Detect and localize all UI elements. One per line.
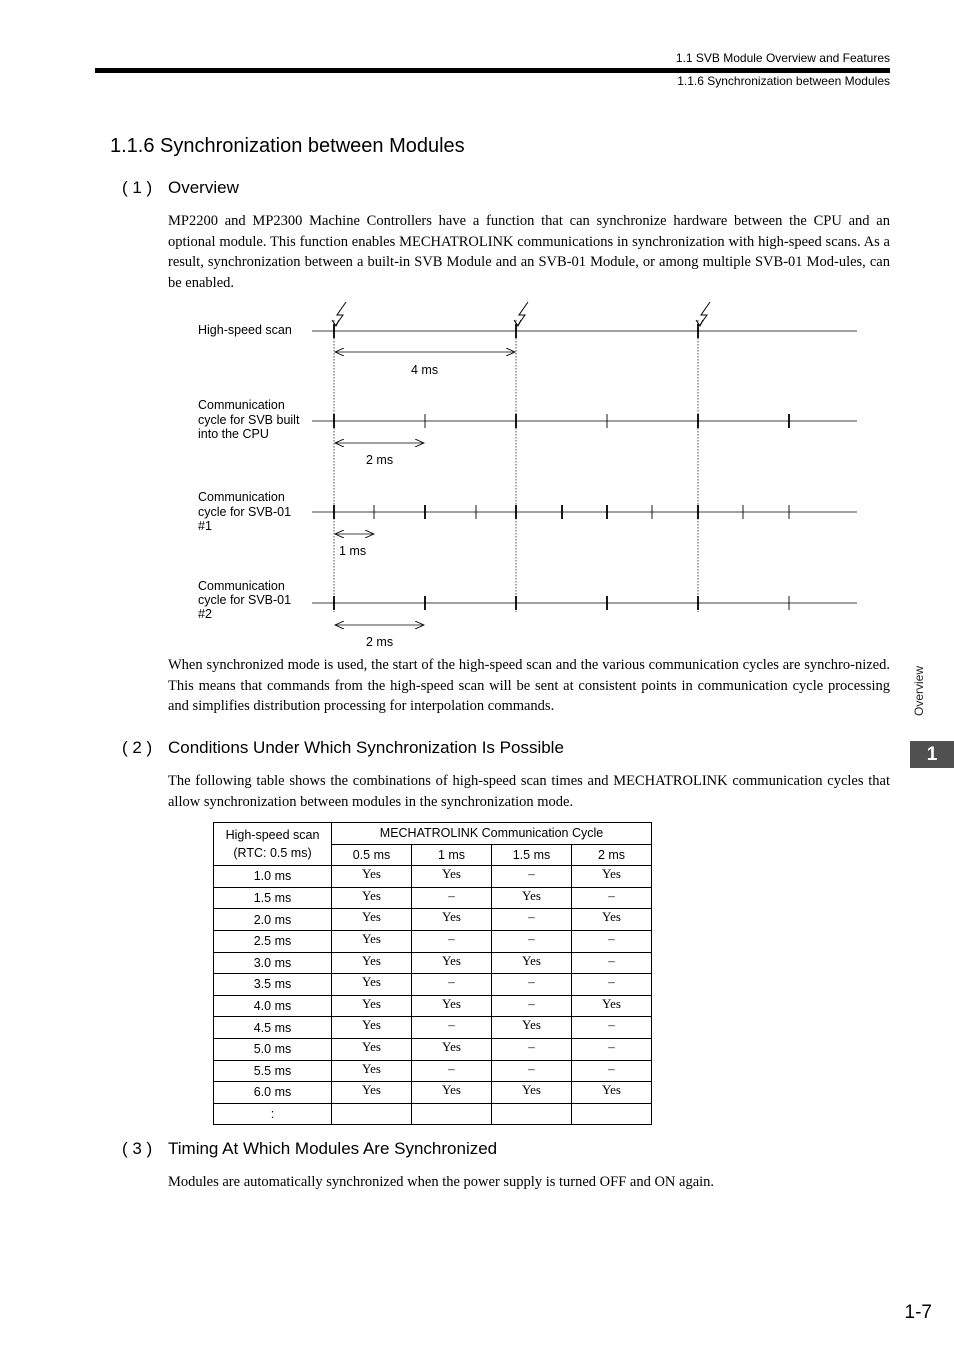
table-cell: Yes xyxy=(332,1038,412,1060)
row-header-scan-time: 4.0 ms xyxy=(214,995,332,1017)
row-label-high-speed-scan: High-speed scan xyxy=(198,323,292,337)
table-cell: – xyxy=(412,1017,492,1039)
corner-line: High-speed scan xyxy=(225,828,320,843)
table-cell xyxy=(492,1103,572,1125)
table-cell: Yes xyxy=(572,909,652,931)
table-group-header: MECHATROLINK Communication Cycle xyxy=(332,823,652,845)
row-header-scan-time: 2.0 ms xyxy=(214,909,332,931)
subsection-title: Timing At Which Modules Are Synchronized xyxy=(168,1139,498,1158)
row-header-scan-time: 6.0 ms xyxy=(214,1082,332,1104)
table-cell: – xyxy=(412,930,492,952)
row-label-svb01-2-line1: Communication xyxy=(198,579,285,593)
row-label-svb01-1-line3: #1 xyxy=(198,519,212,533)
table-row xyxy=(214,887,652,909)
table-cell: – xyxy=(492,974,572,996)
table-cell: Yes xyxy=(332,995,412,1017)
table-cell: Yes xyxy=(332,974,412,996)
table-cell: – xyxy=(412,974,492,996)
table-row xyxy=(214,1060,652,1082)
table-cell: – xyxy=(572,1017,652,1039)
table-cell: – xyxy=(492,1060,572,1082)
table-cell: Yes xyxy=(412,952,492,974)
table-row xyxy=(214,1103,652,1125)
table-cell: – xyxy=(572,1060,652,1082)
row-label-svb01-2-line3: #2 xyxy=(198,607,212,621)
table-cell: – xyxy=(492,866,572,888)
row-label-svb01-1-line2: cycle for SVB-01 xyxy=(198,505,292,519)
timing-paragraph: Modules are automatically synchronized when the power supply is turned OFF and ON again. xyxy=(168,1174,715,1190)
table-cell: Yes xyxy=(332,1017,412,1039)
row-header-scan-time: 3.5 ms xyxy=(214,974,332,996)
table-cell: – xyxy=(572,974,652,996)
subsection-title: Overview xyxy=(168,178,239,197)
table-cell: Yes xyxy=(332,1060,412,1082)
table-cell: Yes xyxy=(492,1017,572,1039)
subsection-title: Conditions Under Which Synchronization Is Possible xyxy=(168,738,564,757)
table-cell: Yes xyxy=(412,1038,492,1060)
table-row xyxy=(214,1038,652,1060)
table-cell: – xyxy=(412,887,492,909)
dimension-label-2ms: 2 ms xyxy=(366,635,394,649)
table-cell: Yes xyxy=(492,1082,572,1104)
row-label-svb01-2-line2: cycle for SVB-01 xyxy=(198,593,292,607)
table-cell: – xyxy=(572,930,652,952)
column-header: 1.5 ms xyxy=(492,844,572,866)
table-cell: Yes xyxy=(412,995,492,1017)
row-label-svb-cpu-line1: Communication xyxy=(198,398,285,412)
table-row xyxy=(214,974,652,996)
table-cell: – xyxy=(492,909,572,931)
table-cell: Yes xyxy=(572,866,652,888)
table-cell: Yes xyxy=(412,866,492,888)
row-header-scan-time: 4.5 ms xyxy=(214,1017,332,1039)
table-cell: – xyxy=(492,995,572,1017)
table-cell: Yes xyxy=(412,1082,492,1104)
table-cell: – xyxy=(572,952,652,974)
column-header: 0.5 ms xyxy=(332,844,412,866)
row-header-scan-time: 1.0 ms xyxy=(214,866,332,888)
table-row xyxy=(214,866,652,888)
row-header-scan-time: 5.0 ms xyxy=(214,1038,332,1060)
row-header-scan-time: 3.0 ms xyxy=(214,952,332,974)
row-header-scan-time: 5.5 ms xyxy=(214,1060,332,1082)
table-cell: Yes xyxy=(572,1082,652,1104)
table-cell: Yes xyxy=(332,952,412,974)
table-row xyxy=(214,952,652,974)
table-cell: Yes xyxy=(412,909,492,931)
column-header: 2 ms xyxy=(572,844,652,866)
table-cell: Yes xyxy=(332,930,412,952)
corner-line: (RTC: 0.5 ms) xyxy=(233,846,312,861)
table-cell: – xyxy=(572,1038,652,1060)
table-cell: – xyxy=(412,1060,492,1082)
table-cell xyxy=(412,1103,492,1125)
table-cell xyxy=(332,1103,412,1125)
table-row xyxy=(214,909,652,931)
interrupt-lightning-icon xyxy=(514,302,528,326)
table-cell: Yes xyxy=(492,887,572,909)
table-cell: Yes xyxy=(332,866,412,888)
section-title: 1.1.6 Synchronization between Modules xyxy=(110,135,465,157)
timing-diagram xyxy=(0,0,954,660)
subsection-number: ( 1 ) xyxy=(122,178,153,197)
row-label-svb-cpu-line2: cycle for SVB built xyxy=(198,413,300,427)
conditions-paragraph: The following table shows the combinations of high-speed scan times and MECHATROLINK communication cycles that allow synchronization between modules in the synchronization mode. xyxy=(168,773,890,810)
subsection-heading-3 xyxy=(122,1139,497,1159)
table-header-row xyxy=(214,823,652,845)
dimension-label-4ms: 4 ms xyxy=(411,363,439,377)
table-row xyxy=(214,1017,652,1039)
subsection-heading-2 xyxy=(122,738,564,758)
row-header-scan-time: 2.5 ms xyxy=(214,930,332,952)
synchronized-mode-paragraph: When synchronized mode is used, the start of the high-speed scan and the various communication cycles are synchro-nized. This means that commands from the high-speed scan will be sent at consistent points in communication cycle processing and simplifies distribution processing for interpolation commands. xyxy=(168,657,890,714)
table-cell: Yes xyxy=(492,952,572,974)
table-cell: – xyxy=(492,1038,572,1060)
table-cell xyxy=(572,1103,652,1125)
chapter-side-label: Overview xyxy=(912,665,926,716)
table-corner-header xyxy=(214,823,332,866)
overview-paragraph: MP2200 and MP2300 Machine Controllers have a function that can synchronize hardware between the CPU and an optional module. This function enables MECHATROLINK communications in synchronization with high-speed scans. As a result, synchronization between a built-in SVB Module and an SVB-01 Module, or among multiple SVB-01 Mod-ules, can be enabled. xyxy=(168,213,890,291)
table-row xyxy=(214,995,652,1017)
row-label-svb-cpu-line3: into the CPU xyxy=(198,427,269,441)
table-row xyxy=(214,1082,652,1104)
page-number: 1-7 xyxy=(904,1302,932,1323)
row-header-scan-time: 1.5 ms xyxy=(214,887,332,909)
chapter-tab: 1 xyxy=(910,741,954,768)
interrupt-lightning-icon xyxy=(696,302,710,326)
table-cell: Yes xyxy=(572,995,652,1017)
running-header-section: 1.1 SVB Module Overview and Features xyxy=(675,51,890,65)
dimension-label-1ms: 1 ms xyxy=(339,544,367,558)
table-cell: – xyxy=(492,930,572,952)
running-header-subsection: 1.1.6 Synchronization between Modules xyxy=(677,74,890,88)
row-label-svb01-1-line1: Communication xyxy=(198,490,285,504)
sync-combination-table xyxy=(213,822,652,1125)
interrupt-lightning-icon xyxy=(332,302,346,326)
column-header: 1 ms xyxy=(412,844,492,866)
table-cell: Yes xyxy=(332,887,412,909)
subsection-number: ( 3 ) xyxy=(122,1139,153,1158)
dimension-label-2ms: 2 ms xyxy=(366,453,394,467)
table-cell: Yes xyxy=(332,909,412,931)
row-header-scan-time: : xyxy=(214,1103,332,1125)
table-cell: – xyxy=(572,887,652,909)
table-cell: Yes xyxy=(332,1082,412,1104)
subsection-number: ( 2 ) xyxy=(122,738,153,757)
table-row xyxy=(214,930,652,952)
